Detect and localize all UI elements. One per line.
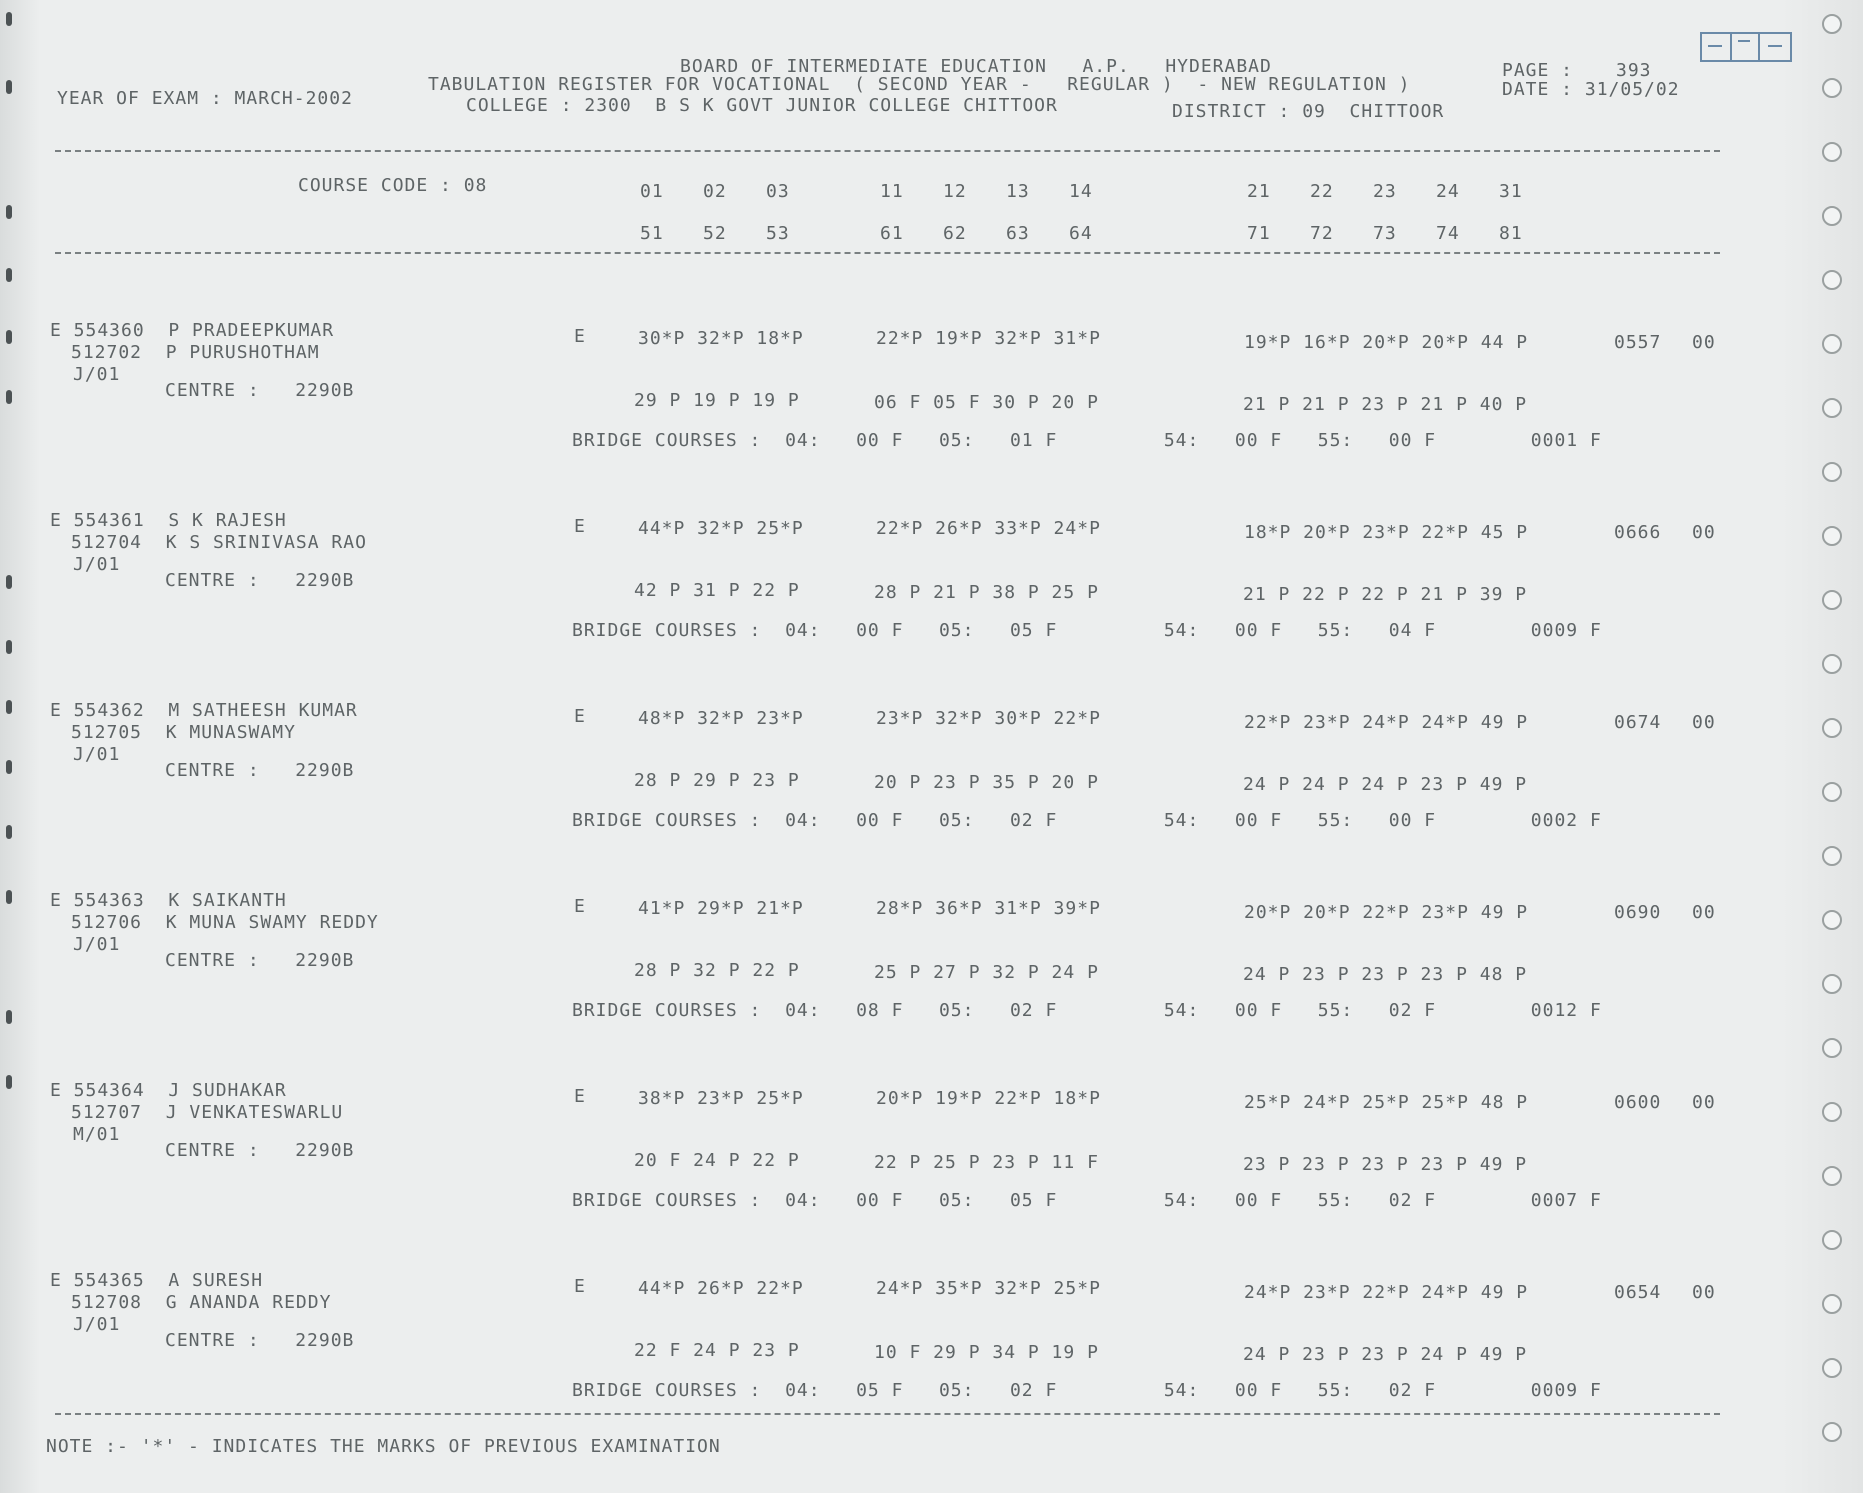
bridge-courses: BRIDGE COURSES : 04: 00 F 05: 02 F 54: 00 F 55: 00 F 0002 F xyxy=(572,810,1602,831)
binding-mark xyxy=(6,575,12,589)
marks-group3-row2: 21 P 22 P 22 P 21 P 39 P xyxy=(1243,584,1528,605)
binding-mark xyxy=(6,1075,12,1089)
course-code-cell: 62 xyxy=(943,223,967,244)
student-id-name: E 554360 P PRADEEPKUMAR xyxy=(50,320,335,341)
feed-hole xyxy=(1822,910,1842,930)
binding-mark xyxy=(6,890,12,904)
marks-group2-row2: 28 P 21 P 38 P 25 P xyxy=(874,582,1099,603)
marks-group3-row2: 23 P 23 P 23 P 23 P 49 P xyxy=(1243,1154,1528,1175)
exam-centre: CENTRE : 2290B xyxy=(165,1330,355,1351)
feed-hole xyxy=(1822,782,1842,802)
marks-group1-row1: 38*P 23*P 25*P xyxy=(638,1088,804,1109)
marks-group2-row1: 20*P 19*P 22*P 18*P xyxy=(876,1088,1101,1109)
register-title: TABULATION REGISTER FOR VOCATIONAL ( SECOND YEAR - REGULAR ) - NEW REGULATION ) xyxy=(428,74,1411,95)
feed-hole xyxy=(1822,1102,1842,1122)
feed-hole xyxy=(1822,206,1842,226)
feed-hole xyxy=(1822,78,1842,98)
student-id-name: E 554364 J SUDHAKAR xyxy=(50,1080,287,1101)
marks-group3-row2: 24 P 24 P 24 P 23 P 49 P xyxy=(1243,774,1528,795)
student-group: J/01 xyxy=(73,1314,121,1335)
feed-hole xyxy=(1822,1166,1842,1186)
grand-total: 0666 xyxy=(1614,522,1662,543)
medium-flag: E xyxy=(574,326,586,347)
grand-total: 0690 xyxy=(1614,902,1662,923)
medium-flag: E xyxy=(574,516,586,537)
marks-group3-row1: 24*P 23*P 22*P 24*P 49 P xyxy=(1244,1282,1529,1303)
exam-centre: CENTRE : 2290B xyxy=(165,950,355,971)
marks-group2-row1: 22*P 19*P 32*P 31*P xyxy=(876,328,1101,349)
student-group: J/01 xyxy=(73,934,121,955)
binding-mark xyxy=(6,12,12,26)
medium-flag: E xyxy=(574,896,586,917)
course-code-cell: 71 xyxy=(1247,223,1271,244)
exam-centre: CENTRE : 2290B xyxy=(165,760,355,781)
bridge-courses: BRIDGE COURSES : 04: 00 F 05: 05 F 54: 00 F 55: 04 F 0009 F xyxy=(572,620,1602,641)
student-id-name: E 554362 M SATHEESH KUMAR xyxy=(50,700,358,721)
binding-mark xyxy=(6,205,12,219)
marks-group1-row2: 22 F 24 P 23 P xyxy=(634,1340,800,1361)
student-roll-father: 512707 J VENKATESWARLU xyxy=(71,1102,344,1123)
marks-group1-row1: 44*P 26*P 22*P xyxy=(638,1278,804,1299)
marks-group1-row1: 30*P 32*P 18*P xyxy=(638,328,804,349)
student-roll-father: 512702 P PURUSHOTHAM xyxy=(71,342,320,363)
marks-group1-row2: 28 P 32 P 22 P xyxy=(634,960,800,981)
exam-centre: CENTRE : 2290B xyxy=(165,570,355,591)
college-line: COLLEGE : 2300 B S K GOVT JUNIOR COLLEGE CHITTOOR xyxy=(466,95,1058,116)
marks-group3-row1: 25*P 24*P 25*P 25*P 48 P xyxy=(1244,1092,1529,1113)
exam-centre: CENTRE : 2290B xyxy=(165,1140,355,1161)
stationery-logo-icon xyxy=(1700,32,1792,62)
extra-code: 00 xyxy=(1692,522,1716,543)
feed-hole xyxy=(1822,654,1842,674)
marks-group3-row1: 19*P 16*P 20*P 20*P 44 P xyxy=(1244,332,1529,353)
extra-code: 00 xyxy=(1692,1282,1716,1303)
course-code-cell: 53 xyxy=(766,223,790,244)
footer-rule xyxy=(55,1413,1720,1415)
student-id-name: E 554365 A SURESH xyxy=(50,1270,264,1291)
course-code-cell: 22 xyxy=(1310,181,1334,202)
course-code-cell: 02 xyxy=(703,181,727,202)
binding-mark xyxy=(6,80,12,94)
course-code-cell: 51 xyxy=(640,223,664,244)
bridge-courses: BRIDGE COURSES : 04: 05 F 05: 02 F 54: 00 F 55: 02 F 0009 F xyxy=(572,1380,1602,1401)
course-code-cell: 61 xyxy=(880,223,904,244)
student-roll-father: 512705 K MUNASWAMY xyxy=(71,722,296,743)
feed-hole xyxy=(1822,1038,1842,1058)
course-code-cell: 23 xyxy=(1373,181,1397,202)
bridge-courses: BRIDGE COURSES : 04: 08 F 05: 02 F 54: 00 F 55: 02 F 0012 F xyxy=(572,1000,1602,1021)
student-group: M/01 xyxy=(73,1124,121,1145)
marks-group3-row2: 21 P 21 P 23 P 21 P 40 P xyxy=(1243,394,1528,415)
marks-group1-row2: 20 F 24 P 22 P xyxy=(634,1150,800,1171)
marks-group3-row2: 24 P 23 P 23 P 24 P 49 P xyxy=(1243,1344,1528,1365)
feed-hole xyxy=(1822,1422,1842,1442)
feed-hole xyxy=(1822,462,1842,482)
binding-mark xyxy=(6,700,12,714)
exam-centre: CENTRE : 2290B xyxy=(165,380,355,401)
student-group: J/01 xyxy=(73,744,121,765)
extra-code: 00 xyxy=(1692,902,1716,923)
marks-group2-row2: 22 P 25 P 23 P 11 F xyxy=(874,1152,1099,1173)
course-code-cell: 12 xyxy=(943,181,967,202)
page-number: 393 xyxy=(1616,60,1652,81)
course-code-cell: 14 xyxy=(1069,181,1093,202)
feed-hole xyxy=(1822,1294,1842,1314)
marks-group2-row1: 22*P 26*P 33*P 24*P xyxy=(876,518,1101,539)
marks-group1-row2: 29 P 19 P 19 P xyxy=(634,390,800,411)
extra-code: 00 xyxy=(1692,332,1716,353)
student-id-name: E 554363 K SAIKANTH xyxy=(50,890,287,911)
feed-hole xyxy=(1822,590,1842,610)
feed-hole xyxy=(1822,334,1842,354)
marks-group1-row2: 28 P 29 P 23 P xyxy=(634,770,800,791)
marks-group1-row1: 41*P 29*P 21*P xyxy=(638,898,804,919)
feed-hole xyxy=(1822,142,1842,162)
binding-mark xyxy=(6,640,12,654)
feed-hole xyxy=(1822,398,1842,418)
course-code-cell: 01 xyxy=(640,181,664,202)
year-of-exam: YEAR OF EXAM : MARCH-2002 xyxy=(57,88,353,109)
binding-mark xyxy=(6,330,12,344)
feed-hole xyxy=(1822,270,1842,290)
student-roll-father: 512706 K MUNA SWAMY REDDY xyxy=(71,912,379,933)
feed-hole xyxy=(1822,14,1842,34)
medium-flag: E xyxy=(574,1276,586,1297)
course-code-cell: 52 xyxy=(703,223,727,244)
binding-mark xyxy=(6,760,12,774)
student-roll-father: 512708 G ANANDA REDDY xyxy=(71,1292,332,1313)
marks-group2-row2: 20 P 23 P 35 P 20 P xyxy=(874,772,1099,793)
binding-mark xyxy=(6,268,12,282)
marks-group3-row2: 24 P 23 P 23 P 23 P 48 P xyxy=(1243,964,1528,985)
marks-group1-row1: 44*P 32*P 25*P xyxy=(638,518,804,539)
marks-group3-row1: 20*P 20*P 22*P 23*P 49 P xyxy=(1244,902,1529,923)
feed-hole xyxy=(1822,974,1842,994)
feed-hole xyxy=(1822,718,1842,738)
course-code-cell: 64 xyxy=(1069,223,1093,244)
feed-hole xyxy=(1822,1358,1842,1378)
student-id-name: E 554361 S K RAJESH xyxy=(50,510,287,531)
marks-group3-row1: 22*P 23*P 24*P 24*P 49 P xyxy=(1244,712,1529,733)
course-code-cell: 11 xyxy=(880,181,904,202)
marks-group1-row1: 48*P 32*P 23*P xyxy=(638,708,804,729)
student-roll-father: 512704 K S SRINIVASA RAO xyxy=(71,532,367,553)
footnote: NOTE :- '*' - INDICATES THE MARKS OF PREVIOUS EXAMINATION xyxy=(46,1436,721,1457)
print-date: DATE : 31/05/02 xyxy=(1502,79,1680,100)
student-group: J/01 xyxy=(73,554,121,575)
grand-total: 0654 xyxy=(1614,1282,1662,1303)
marks-group3-row1: 18*P 20*P 23*P 22*P 45 P xyxy=(1244,522,1529,543)
board-title: BOARD OF INTERMEDIATE EDUCATION A.P. HYDERABAD xyxy=(680,56,1272,77)
marks-group2-row1: 24*P 35*P 32*P 25*P xyxy=(876,1278,1101,1299)
feed-hole xyxy=(1822,1230,1842,1250)
marks-group1-row2: 42 P 31 P 22 P xyxy=(634,580,800,601)
course-code-cell: 13 xyxy=(1006,181,1030,202)
course-code: COURSE CODE : 08 xyxy=(298,175,488,196)
binding-mark xyxy=(6,390,12,404)
marks-group2-row2: 06 F 05 F 30 P 20 P xyxy=(874,392,1099,413)
medium-flag: E xyxy=(574,706,586,727)
extra-code: 00 xyxy=(1692,1092,1716,1113)
page-label: PAGE : xyxy=(1502,60,1574,81)
bridge-courses: BRIDGE COURSES : 04: 00 F 05: 01 F 54: 00 F 55: 00 F 0001 F xyxy=(572,430,1602,451)
bridge-courses: BRIDGE COURSES : 04: 00 F 05: 05 F 54: 00 F 55: 02 F 0007 F xyxy=(572,1190,1602,1211)
binding-mark xyxy=(6,1010,12,1024)
marks-group2-row2: 10 F 29 P 34 P 19 P xyxy=(874,1342,1099,1363)
marks-group2-row2: 25 P 27 P 32 P 24 P xyxy=(874,962,1099,983)
medium-flag: E xyxy=(574,1086,586,1107)
course-code-cell: 24 xyxy=(1436,181,1460,202)
district-line: DISTRICT : 09 CHITTOOR xyxy=(1172,101,1445,122)
feed-hole xyxy=(1822,846,1842,866)
marks-group2-row1: 23*P 32*P 30*P 22*P xyxy=(876,708,1101,729)
course-code-cell: 21 xyxy=(1247,181,1271,202)
grand-total: 0674 xyxy=(1614,712,1662,733)
column-header-rule xyxy=(55,252,1720,254)
student-group: J/01 xyxy=(73,364,121,385)
course-code-cell: 73 xyxy=(1373,223,1397,244)
course-code-cell: 03 xyxy=(766,181,790,202)
course-code-cell: 81 xyxy=(1499,223,1523,244)
extra-code: 00 xyxy=(1692,712,1716,733)
grand-total: 0557 xyxy=(1614,332,1662,353)
course-code-cell: 72 xyxy=(1310,223,1334,244)
course-code-cell: 74 xyxy=(1436,223,1460,244)
feed-hole xyxy=(1822,526,1842,546)
marks-group2-row1: 28*P 36*P 31*P 39*P xyxy=(876,898,1101,919)
course-code-cell: 31 xyxy=(1499,181,1523,202)
header-rule xyxy=(55,150,1720,152)
binding-mark xyxy=(6,825,12,839)
grand-total: 0600 xyxy=(1614,1092,1662,1113)
course-code-cell: 63 xyxy=(1006,223,1030,244)
